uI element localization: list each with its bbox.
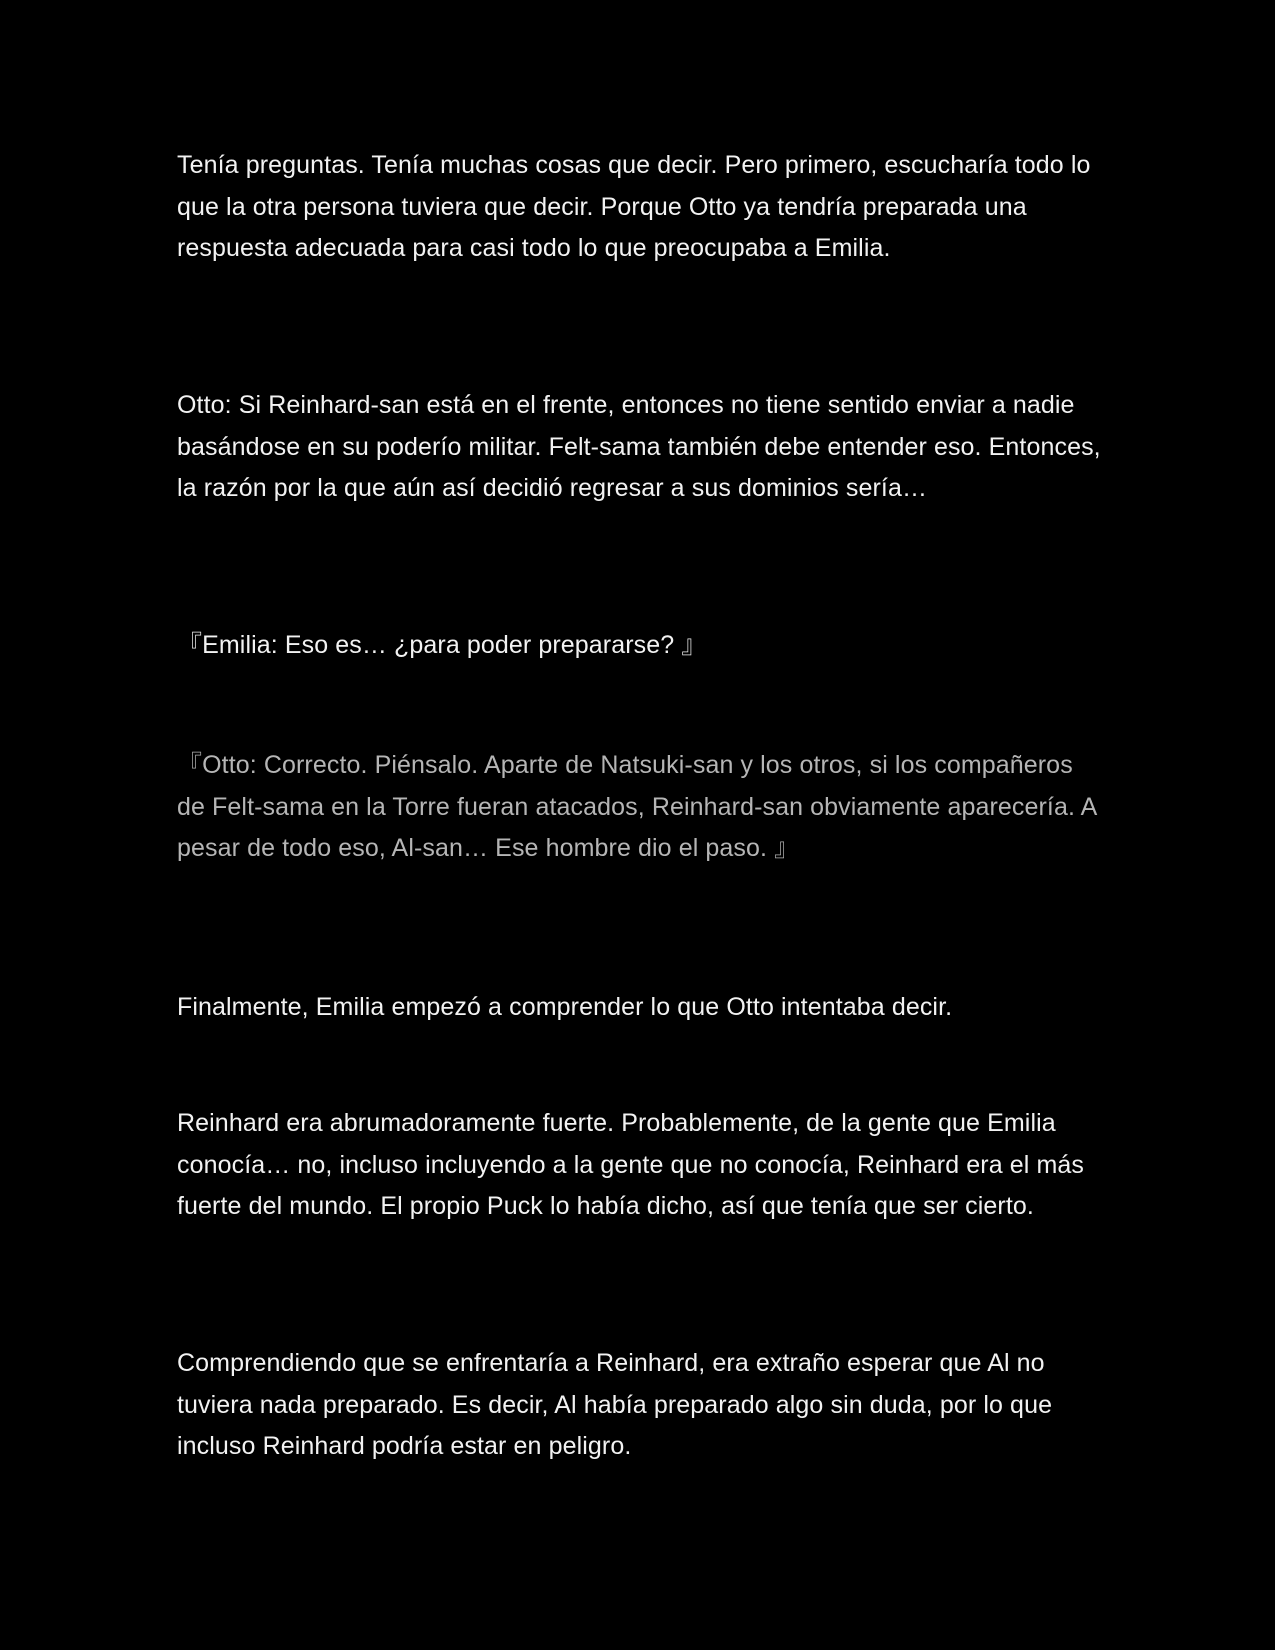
paragraph-emilia-dialogue: 『Emilia: Eso es… ¿para poder prepararse? 』 (177, 631, 707, 659)
paragraph-otto-dialogue: Otto: Si Reinhard-san está en el frente, entonces no tiene sentido enviar a nadie basándose en su poderío militar. Felt-sama también debe entender eso. Entonces, la razón por la que aún así decidió regresar a sus dominios sería… (177, 391, 1101, 502)
paragraph-reinhard-strength: Reinhard era abrumadoramente fuerte. Probablemente, de la gente que Emilia conocía… no, incluso incluyendo a la gente que no conocía, Reinhard era el más fuerte del mundo. El propio Puck lo había dicho, así que tenía que ser cierto. (177, 1109, 1084, 1220)
paragraph-otto-reply: 『Otto: Correcto. Piénsalo. Aparte de Natsuki-san y los otros, si los compañeros de Felt-sama en la Torre fueran atacados, Reinhard-san obviamente aparecería. A pesar de todo eso, Al-san… Ese hombre dio el paso. 』 (177, 751, 1097, 862)
paragraph-emilia-understands: Finalmente, Emilia empezó a comprender lo que Otto intentaba decir. (177, 993, 953, 1021)
paragraph-al-preparation: Comprendiendo que se enfrentaría a Reinhard, era extraño esperar que Al no tuviera nada preparado. Es decir, Al había preparado algo sin duda, por lo que incluso Reinhard podría estar en peligro. (177, 1349, 1053, 1460)
paragraph-narration-questions: Tenía preguntas. Tenía muchas cosas que decir. Pero primero, escucharía todo lo que la otra persona tuviera que decir. Porque Otto ya tendría preparada una respuesta adecuada para casi todo lo que preocupaba a Emilia. (177, 151, 1091, 262)
